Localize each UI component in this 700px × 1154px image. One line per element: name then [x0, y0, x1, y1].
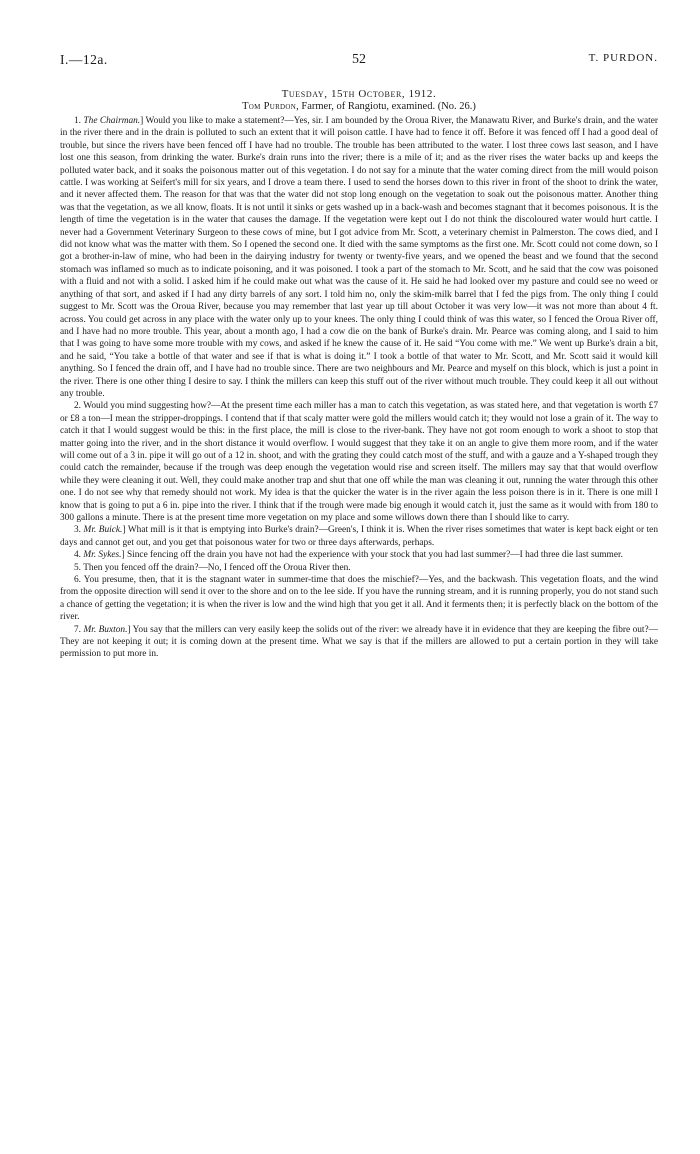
witness-running-title: T. PURDON. — [588, 52, 658, 64]
evidence-paragraph — [60, 400, 658, 524]
running-head — [60, 52, 658, 74]
question-number: 5. — [74, 562, 82, 573]
question-text: You presume, then, that it is the stagnant water in summer-time that does the mischief?—Yes, and the backwash. This vegetation floats, and the wind from the opposite direction will send it over to the shore and on to the lee side. If you have the running stream, and it is running properly, you do not stand such a chance of getting the vegetation; it is when the river is low and the wind high that you get it all. And it ferments then; it is perfectly black on the bottom of the river. — [60, 575, 658, 623]
document-page — [60, 52, 658, 661]
question-text: ] You say that the millers can very easily keep the solids out of the river: we already have it in evidence that they are keeping the fibre out?—They are not keeping it out; it is coming down at the present time. What we say is that if the millers are allowed to put a certain portion in they will take permission to put more in. — [60, 624, 658, 660]
evidence-paragraph — [60, 624, 658, 661]
question-text: Would you mind suggesting how?—At the present time each miller has a man to catch this vegetation, as was stated here, and that vegetation is worth £7 or £8 a ton—I mean the stripper-droppings. I contend that if that scaly matter were gold the millers would catch it; they would not lose a grain of it. The way to catch it that I would suggest would be this: in the first place, the mill is close to the river-bank. They have not got room enough to work a shoot to stop that matter going into the river, and in the short distance it would overflow. I would suggest that they take it on an angle to give them more room, and if the water will come out of a 3 in. pipe it will go out of a 12 in. shoot, and with the grating they could catch most of the stuff, and with a gauze and a Y-shaped trough they could catch the remainder, because if the trough was deep enough the vegetation would rise and screen itself. The millers may say that that would overflow while they were cleaning it out. Well, they could make another trap and shut that one off while the man was cleaning it out, running the water through this other one. I do not see why that remedy should not work. My idea is that the quicker the water is in the river again the less poison there is in it. There is one mill I know that is going to put a 6 in. pipe into the river. I think that if the trough were made big enough it would catch it, just the same as it would with from 180 to 300 gallons a minute. There is at the present time more vegetation on my place and some willows down there than I should like to carry. — [60, 401, 658, 523]
evidence-paragraph — [60, 524, 658, 549]
speaker-name: The Chairman. — [83, 116, 141, 126]
question-text: Then you fenced off the drain?—No, I fenced off the Oroua River then. — [83, 562, 351, 573]
page-number: 52 — [352, 52, 366, 67]
question-text: ] Since fencing off the drain you have not had the experience with your stock that you had last summer?—I had three die last summer. — [121, 550, 623, 561]
evidence-paragraph — [60, 115, 658, 400]
evidence-paragraph — [60, 562, 658, 574]
question-number: 6. — [74, 575, 82, 586]
speaker-name: Mr. Sykes. — [83, 550, 122, 561]
speaker-name: Mr. Buxton. — [83, 624, 128, 635]
session-date: Tuesday, 15th October, 1912. — [281, 88, 437, 100]
question-number: 3. — [74, 525, 82, 536]
question-text: ] Would you like to make a statement?—Yes, sir. I am bounded by the Oroua River, the Manawatu River, and Burke's drain, and the water in the river there and in the drain is polluted to such an extent that it will poison cattle. I have had to fence it off. Before it was fenced off I had a good deal of trouble, but since the rivers have been fenced off I have had no trouble. The trouble has been attributed to the water. I lost three cows last season, and I have lost one this season, from drinking the water. Burke's drain runs into the river; there is a mile of it; and as the river rises the water backs up and keeps the polluted water back, and it soaks the poisonous matter out of this vegetation. I do not say for a minute that the water coming direct from the mill would poison cattle. I was working at Seifert's mill for six years, and I drove a team there. I used to send the horses down to this river in front of the shoot to drink the water, and it never affected them. The reason for that was that the water did not stop long enough on the vegetation to soak out the poisonous matter. Another thing was that the vegetation, as we all know, floats. It is not until it sinks or gets washed up in a back-wash and becomes stagnant that it becomes poisonous. It is the length of time the vegetation is in the water that causes the damage. If the vegetation were kept out I do not think the discoloured water would hurt cattle. I never had a Government Veterinary Surgeon to these cows of mine, but I got advice from Mr. Scott, a veterinary chemist in Palmerston. The cows died, and I did not know what was the matter with them. So I opened the second one. It died with the same symptoms as the first one. Mr. Scott could not come down, so I got a brother-in-law of mine, who had been in the dairying industry for twenty or twenty-five years, and we opened the beast and we found that the second stomach was inflamed so much as to indicate poisoning, and it was poisoned. I took a part of the stomach to Mr. Scott, and he said that the cow was poisoned with a fluid and not with a solid. I asked him if he could make out what was the cause of it. He said he had looked over my pasture and could see no weed or anything of that sort, and asked if I had any dirty barrels of any sort. I told him no, only the skim-milk barrel that I fed the pigs from. The only thing I could suggest to Mr. Scott was the Oroua River, because you may remember that last year up till about October it was very low—it was not more than about 4 ft. across. You could get across in any place with the water only up to your knees. The only thing I could think of was this water, so I fenced the Oroua River off, and I have had no more trouble. This year, about a month ago, I had a cow die on the bank of Burke's drain. Mr. Pearce was coming along, and I said to him that I was going to have some more trouble with my cows, and asked if he knew the cause of it. He said “You come with me.” We went up Burke's drain a bit, and he said, “You take a bottle of that water and see if that is what is doing it.” I took a bottle of that water to Mr. Scott, and Mr. Scott said it would kill anything. So I fenced the drain off, and I have had no trouble since. There are two neighbours and Mr. Pearce and myself on this block, which is just a point in the river. There is one other thing I desire to say. I think the millers can keep this stuff out of the river without much trouble. They could keep it all out without any trouble. — [60, 116, 659, 399]
evidence-paragraph — [60, 574, 658, 624]
question-number: 7. — [74, 624, 82, 635]
evidence-paragraph — [60, 549, 658, 561]
speaker-name: Mr. Buick. — [83, 525, 123, 536]
question-number: 4. — [74, 550, 82, 561]
evidence-body — [60, 115, 658, 661]
question-number: 2. — [74, 401, 82, 412]
witness-name: Tom Purdon — [242, 101, 297, 112]
witness-description: , Farmer, of Rangiotu, examined. — [296, 101, 436, 112]
question-text: ] What mill is it that is emptying into Burke's drain?—Green's, I think it is. When the river rises sometimes that water is kept back eight or ten days and cannot get out, and you get that poisonous water for two or three days afterwards, perhaps. — [60, 525, 659, 548]
paper-reference: I.—12a. — [60, 52, 108, 67]
witness-number: (No. 26.) — [437, 101, 476, 112]
witness-heading — [60, 101, 658, 112]
question-number: 1. — [74, 116, 82, 126]
